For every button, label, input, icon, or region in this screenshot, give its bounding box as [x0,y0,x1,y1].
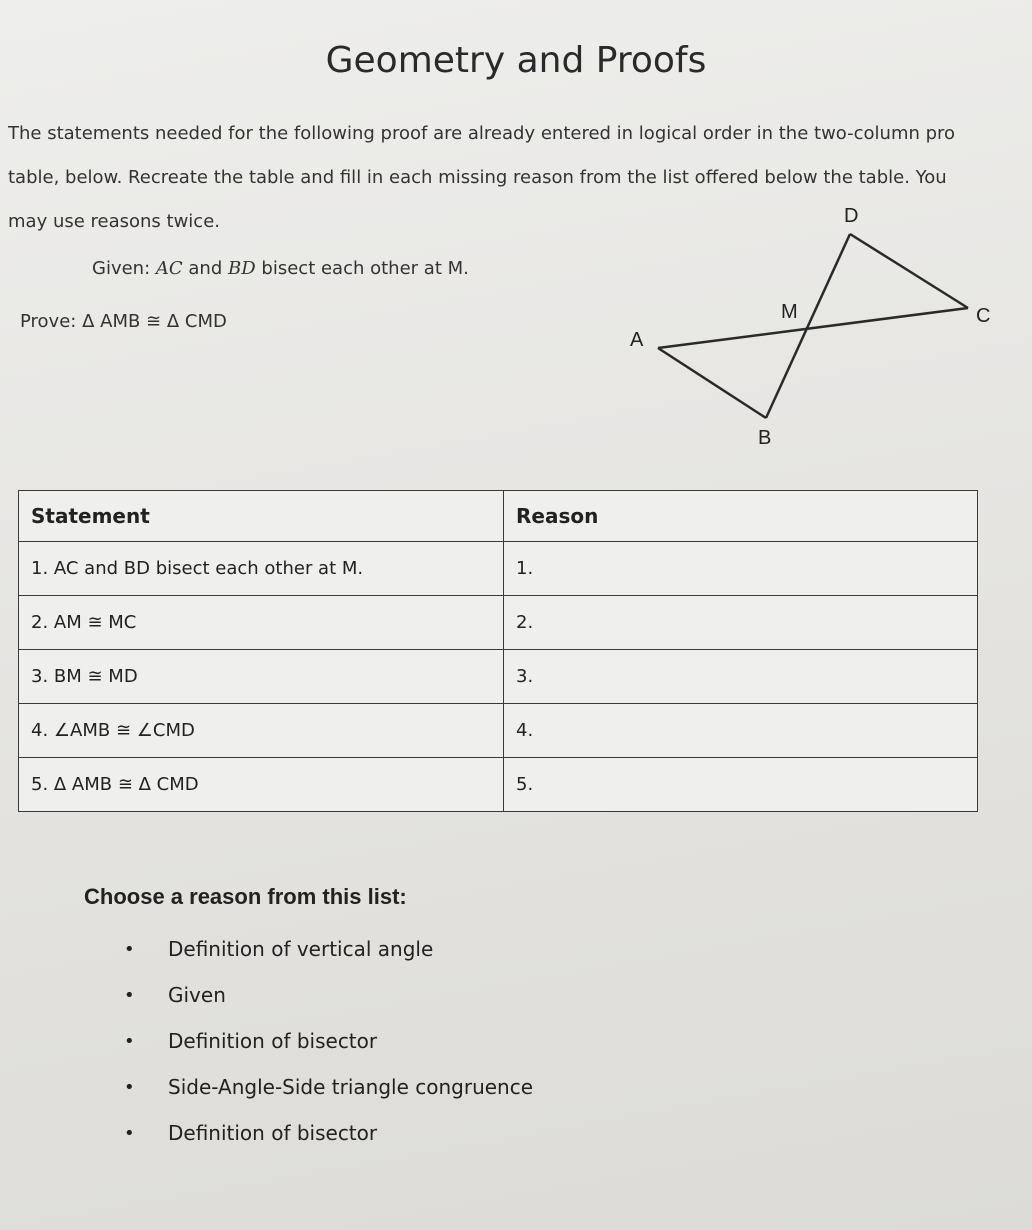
given-segment-ac: AC [155,258,183,279]
given-suffix: bisect each other at M. [261,258,469,279]
given-prefix: Given: [92,258,151,279]
list-item [124,1110,533,1156]
segment-ab [658,348,766,418]
statement-cell: 4. ∠AMB ≅ ∠CMD [19,704,504,758]
list-item [124,926,533,972]
reason-option: Definition of bisector [168,1029,378,1053]
prove-statement [20,311,227,332]
instructions-line-3: may use reasons twice. [8,211,221,232]
reason-list [124,926,533,1156]
table-row [19,542,978,596]
reason-cell[interactable]: 2. [504,596,978,650]
table-row [19,758,978,812]
statement-cell: 2. AM ≅ MC [19,596,504,650]
header-statement: Statement [19,491,504,542]
proof-table [18,490,978,812]
given-segment-bd: BD [228,258,256,279]
list-item [124,1064,533,1110]
reason-cell[interactable]: 5. [504,758,978,812]
label-c: C [976,305,991,327]
table-row [19,596,978,650]
list-item [124,1018,533,1064]
bullet-icon: • [124,938,135,960]
label-m: M [781,301,798,323]
instructions-line-2: table, below. Recreate the table and fill in each missing reason from the list offered below the table. You [8,167,947,188]
segment-dc [850,234,968,308]
reason-cell[interactable]: 3. [504,650,978,704]
reason-option: Definition of vertical angle [168,937,434,961]
bullet-icon: • [124,1122,135,1144]
bullet-icon: • [124,1030,135,1052]
table-row [19,650,978,704]
statement-cell: 1. AC and BD bisect each other at M. [19,542,504,596]
bullet-icon: • [124,984,135,1006]
label-d: D [844,205,859,227]
table-row [19,704,978,758]
statement-cell: 5. Δ AMB ≅ Δ CMD [19,758,504,812]
given-statement [92,258,469,279]
prove-prefix: Prove: [20,311,77,332]
statement-cell: 3. BM ≅ MD [19,650,504,704]
prove-congruence: Δ AMB ≅ Δ CMD [82,311,227,332]
given-and: and [188,258,223,279]
table-header-row [19,491,978,542]
reason-option: Definition of bisector [168,1121,378,1145]
reason-option: Given [168,983,226,1007]
reason-list-heading: Choose a reason from this list: [84,884,407,909]
list-item [124,972,533,1018]
reason-cell[interactable]: 4. [504,704,978,758]
label-b: B [758,427,772,449]
reason-cell[interactable]: 1. [504,542,978,596]
label-a: A [630,329,644,351]
header-reason: Reason [504,491,978,542]
instructions-line-1: The statements needed for the following proof are already entered in logical order in the two-column pro [8,123,956,144]
page-title: Geometry and Proofs [325,40,707,81]
bullet-icon: • [124,1076,135,1098]
reason-option: Side-Angle-Side triangle congruence [168,1075,534,1099]
triangle-figure [600,190,1020,460]
